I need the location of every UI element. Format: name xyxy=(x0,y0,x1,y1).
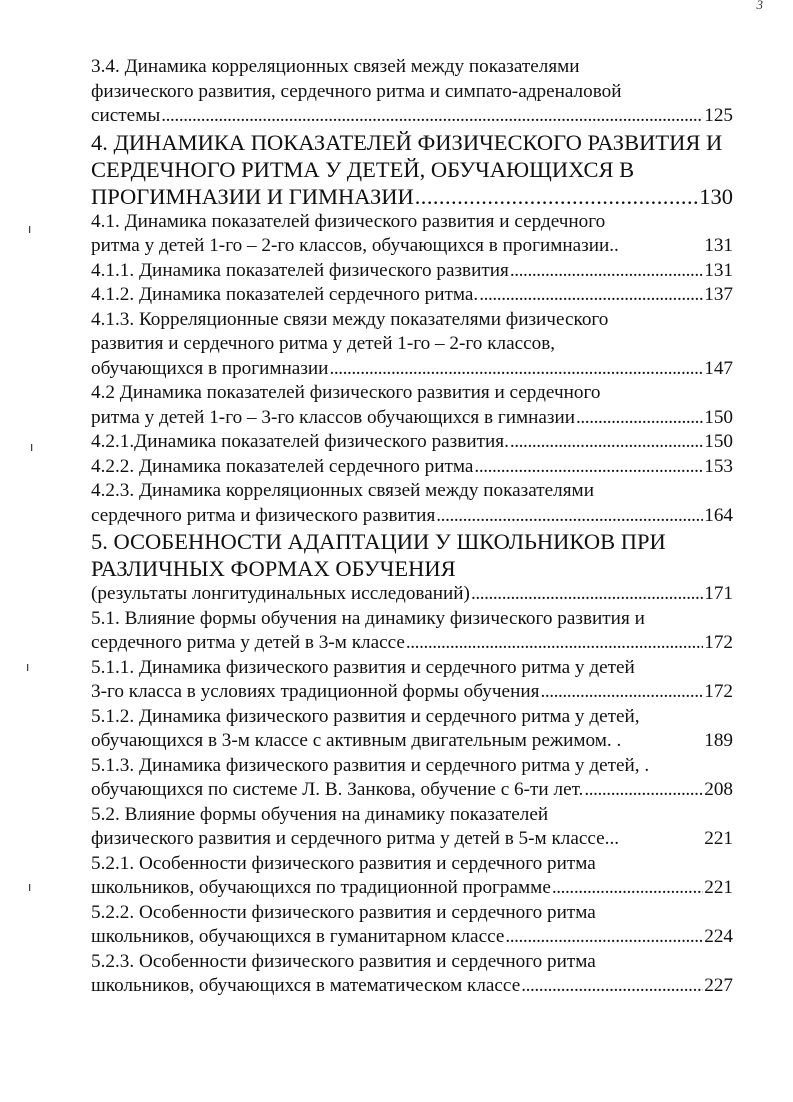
toc-page-number: 172 xyxy=(704,681,733,702)
toc-line xyxy=(91,455,733,480)
dot-leader xyxy=(552,876,703,901)
toc-entry-text: 4.2.1.Динамика показателей физического развития. xyxy=(91,431,509,452)
toc-line xyxy=(91,852,733,877)
dot-leader xyxy=(471,582,703,607)
margin-mark: ı xyxy=(28,880,32,894)
toc-entry-text: школьников, обучающихся по традиционной программе xyxy=(91,877,551,898)
toc-line xyxy=(91,778,733,803)
toc-entry-text: 5.2.3. Особенности физического развития и сердечного ритма xyxy=(91,950,596,972)
toc-line xyxy=(91,656,733,681)
toc-line xyxy=(91,974,733,999)
toc-entry-text: школьников, обучающихся в математическом классе xyxy=(91,975,521,996)
toc-line xyxy=(91,754,733,779)
toc-line xyxy=(91,129,733,156)
toc-line xyxy=(91,80,733,105)
toc-entry-text: 4.1. Динамика показателей физического развития и сердечного xyxy=(91,210,606,232)
toc-entry-text: обучающихся по системе Л. В. Занкова, обучение с 6-ти лет. xyxy=(91,779,584,800)
toc-line xyxy=(91,479,733,504)
margin-mark: ı xyxy=(30,440,34,454)
toc-entry-text: школьников, обучающихся в гуманитарном классе xyxy=(91,926,505,947)
toc-entry-text: 5.2.1. Особенности физического развития и сердечного ритма xyxy=(91,852,596,874)
toc-entry-text: 5.1.3. Динамика физического развития и сердечного ритма у детей, . xyxy=(91,754,650,776)
toc-entry-text: 4.1.1. Динамика показателей физического развития xyxy=(91,259,509,281)
toc-line xyxy=(91,555,733,582)
toc-page-number: 125 xyxy=(704,105,733,126)
dot-leader xyxy=(510,430,703,455)
toc-entry-text: ритма у детей 1-го – 2-го классов, обучающихся в прогимназии.. xyxy=(91,235,619,256)
toc-page-number: 131 xyxy=(704,235,733,256)
toc-entry-text: РАЗЛИЧНЫХ ФОРМАХ ОБУЧЕНИЯ xyxy=(91,556,456,581)
toc-entry-text: развития и сердечного ритма у детей 1-го – 2-го классов, xyxy=(91,333,556,354)
toc-entry-text: 5.1.2. Динамика физического развития и сердечного ритма у детей, xyxy=(91,705,640,727)
toc-line xyxy=(91,950,733,975)
toc-entry-text: 5. ОСОБЕННОСТИ АДАПТАЦИИ У ШКОЛЬНИКОВ ПРИ xyxy=(91,529,666,554)
toc-entry-text: 4. ДИНАМИКА ПОКАЗАТЕЛЕЙ ФИЗИЧЕСКОГО РАЗВИТИЯ И xyxy=(91,129,723,155)
toc-entry-text: 4.1.2. Динамика показателей сердечного ритма. xyxy=(91,284,479,305)
toc-entry-text: обучающихся в прогимназии xyxy=(91,357,329,379)
toc-line xyxy=(91,582,733,607)
dot-leader xyxy=(576,406,703,431)
toc-line xyxy=(91,631,733,656)
dot-leader xyxy=(406,631,703,656)
toc-entry-text: физического развития и сердечного ритма у детей в 5-м классе... xyxy=(91,828,620,849)
toc-line xyxy=(91,430,733,455)
toc-line xyxy=(91,156,733,183)
toc-entry-text: 4.2.2. Динамика показателей сердечного ритма xyxy=(91,455,474,477)
toc-page-number: 131 xyxy=(704,259,733,281)
toc-entry-text: 4.1.3. Корреляционные связи между показателями физического xyxy=(91,308,609,330)
margin-mark: ı xyxy=(26,660,30,674)
toc-line xyxy=(91,104,733,129)
toc-page-number: 221 xyxy=(704,877,733,898)
toc-line xyxy=(91,827,733,852)
toc-entry-text: сердечного ритма у детей в 3-м классе xyxy=(91,632,405,653)
toc-page-number: 150 xyxy=(704,406,733,428)
table-of-contents xyxy=(91,55,733,999)
toc-page-number: 150 xyxy=(704,431,733,452)
toc-entry-text: физического развития, сердечного ритма и симпато-адреналовой xyxy=(91,80,622,102)
toc-line xyxy=(91,183,733,210)
toc-page-number: 147 xyxy=(704,357,733,379)
toc-line xyxy=(91,705,733,730)
toc-page-number: 130 xyxy=(699,183,733,209)
toc-entry-text: 5.2. Влияние формы обучения на динамику показателей xyxy=(91,803,549,825)
toc-page-number: 153 xyxy=(704,455,733,477)
toc-line xyxy=(91,234,733,259)
toc-line xyxy=(91,729,733,754)
toc-line xyxy=(91,901,733,926)
toc-line xyxy=(91,332,733,357)
toc-entry-text: СЕРДЕЧНОГО РИТМА У ДЕТЕЙ, ОБУЧАЮЩИХСЯ В xyxy=(91,156,635,182)
toc-entry-text: 4.2.3. Динамика корреляционных связей между показателями xyxy=(91,480,594,501)
dot-leader xyxy=(521,974,703,999)
toc-page-number: 189 xyxy=(704,730,733,751)
toc-entry-text: (результаты лонгитудинальных исследований) xyxy=(91,583,470,604)
toc-line xyxy=(91,381,733,406)
toc-line xyxy=(91,504,733,529)
toc-entry-text: 5.1.1. Динамика физического развития и сердечного ритма у детей xyxy=(91,656,635,678)
toc-page-number: 224 xyxy=(704,926,733,947)
toc-page-number: 164 xyxy=(704,504,733,526)
dot-leader xyxy=(329,357,703,382)
toc-entry-text: 3.4. Динамика корреляционных связей между показателями xyxy=(91,56,580,77)
toc-entry-text: 5.1. Влияние формы обучения на динамику физического развития и xyxy=(91,607,645,629)
margin-mark: ı xyxy=(28,222,32,236)
toc-page-number: 171 xyxy=(704,583,733,604)
toc-page-number: 208 xyxy=(704,779,733,800)
toc-page-number: 221 xyxy=(704,828,733,849)
toc-line xyxy=(91,528,733,555)
dot-leader xyxy=(505,925,703,950)
toc-page-number: 137 xyxy=(704,284,733,305)
dot-leader xyxy=(436,504,703,529)
toc-line xyxy=(91,259,733,284)
toc-line xyxy=(91,406,733,431)
dot-leader xyxy=(479,283,703,308)
toc-line xyxy=(91,680,733,705)
dot-leader xyxy=(474,455,703,480)
toc-page-number: 172 xyxy=(704,632,733,653)
dot-leader xyxy=(415,183,699,210)
toc-line xyxy=(91,925,733,950)
toc-line xyxy=(91,283,733,308)
toc-line xyxy=(91,803,733,828)
toc-entry-text: ритма у детей 1-го – 3-го классов обучающихся в гимназии xyxy=(91,406,576,428)
dot-leader xyxy=(510,259,703,284)
toc-line xyxy=(91,357,733,382)
dot-leader xyxy=(161,104,703,129)
toc-entry-text: обучающихся в 3-м классе с активным двигательным режимом. . xyxy=(91,730,622,751)
toc-entry-text: сердечного ритма и физического развития xyxy=(91,504,436,526)
toc-entry-text: 4.2 Динамика показателей физического развития и сердечного xyxy=(91,382,601,403)
toc-entry-text: 5.2.2. Особенности физического развития и сердечного ритма xyxy=(91,901,596,923)
toc-entry-text: ПРОГИМНАЗИИ И ГИМНАЗИИ xyxy=(91,183,414,209)
toc-entry-text: 3-го класса в условиях традиционной формы обучения xyxy=(91,681,540,702)
toc-line xyxy=(91,876,733,901)
toc-line xyxy=(91,308,733,333)
toc-line xyxy=(91,607,733,632)
toc-line xyxy=(91,55,733,80)
dot-leader xyxy=(584,778,703,803)
toc-entry-text: системы xyxy=(91,105,161,126)
toc-line xyxy=(91,210,733,235)
toc-page-number: 227 xyxy=(704,975,733,996)
dot-leader xyxy=(540,680,703,705)
page-number: 3 xyxy=(756,0,763,12)
